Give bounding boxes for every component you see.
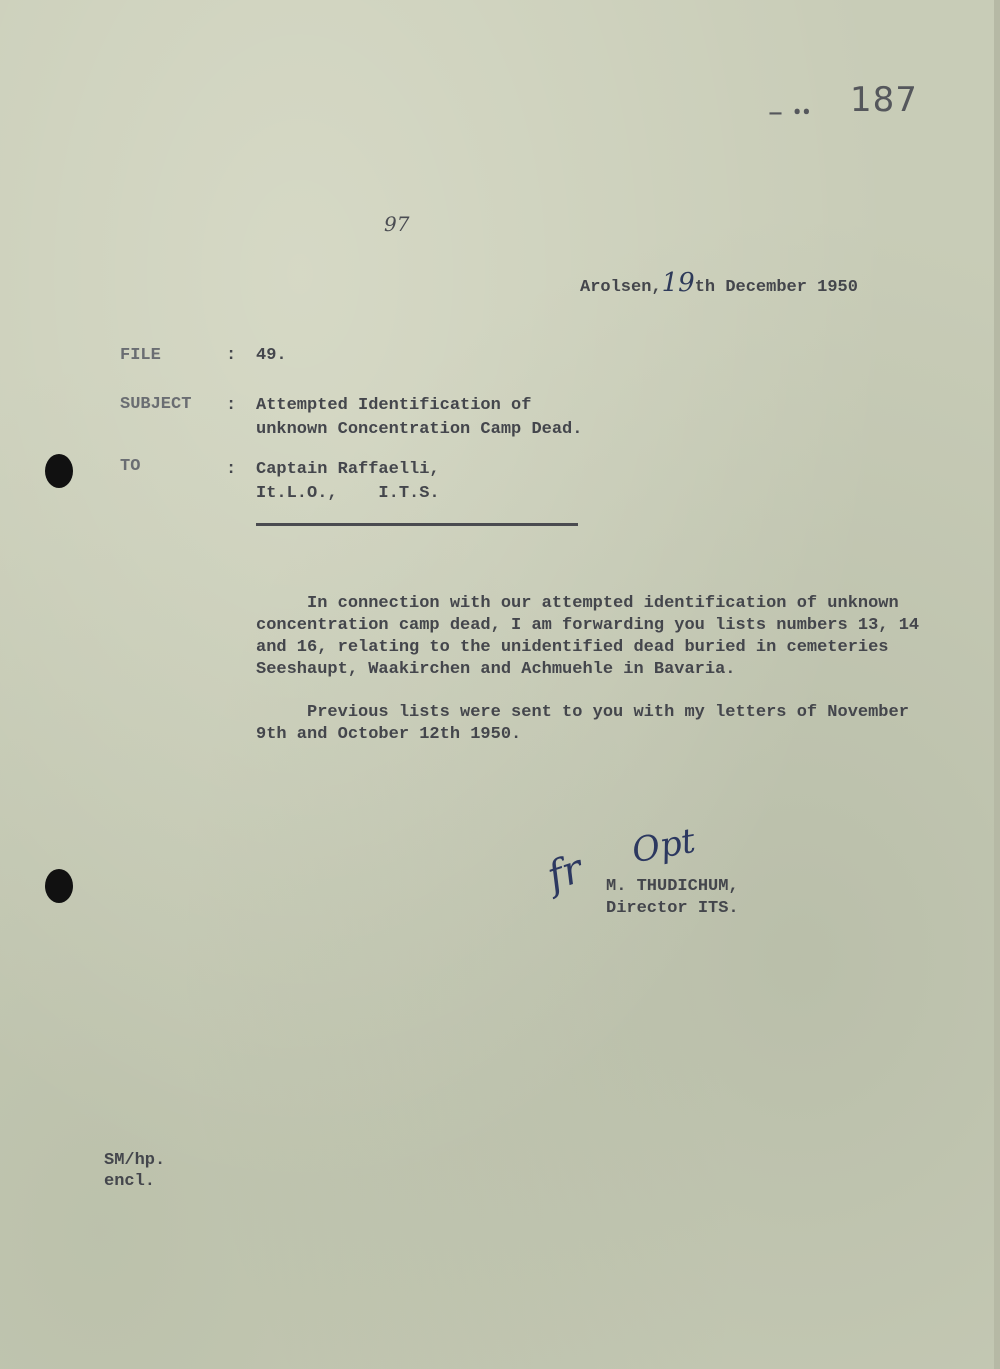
field-label-to: TO bbox=[120, 457, 141, 476]
handwritten-page-number: 97 bbox=[384, 212, 410, 236]
paper-edge bbox=[994, 0, 1000, 1369]
body-paragraph2-line2: 9th and October 12th 1950. bbox=[256, 725, 522, 744]
field-separator-to: : bbox=[226, 460, 237, 479]
field-label-file: FILE bbox=[120, 346, 161, 365]
field-label-subject: SUBJECT bbox=[120, 395, 192, 414]
field-value-subject-line2: unknown Concentration Camp Dead. bbox=[256, 420, 583, 439]
stamp-dash: – ꞏꞏ bbox=[768, 95, 812, 130]
body-paragraph1-line4: Seeshaupt, Waakirchen and Achmuehle in Bavaria. bbox=[256, 660, 736, 679]
reference-initials: SM/hp. bbox=[104, 1151, 166, 1170]
dateline-day-handwritten: 19 bbox=[661, 268, 695, 298]
archive-stamp-number: 187 bbox=[850, 80, 918, 120]
dateline bbox=[580, 268, 858, 298]
field-value-file: 49. bbox=[256, 346, 287, 365]
dateline-month-year: th December 1950 bbox=[694, 278, 858, 297]
body-paragraph1-line3: and 16, relating to the unidentified dead buried in cemeteries bbox=[256, 638, 889, 657]
field-value-to-line2: It.L.O., I.T.S. bbox=[256, 484, 440, 503]
handwritten-initials: Opt bbox=[629, 820, 699, 872]
handwritten-per: fr bbox=[541, 845, 589, 901]
signatory-title: Director ITS. bbox=[606, 899, 739, 918]
field-value-to-line1: Captain Raffaelli, bbox=[256, 460, 440, 479]
punch-hole-top bbox=[45, 454, 73, 488]
field-separator-subject: : bbox=[226, 396, 237, 415]
dateline-place: Arolsen, bbox=[580, 278, 662, 297]
body-paragraph1-line2: concentration camp dead, I am forwarding you lists numbers 13, 14 bbox=[256, 616, 920, 635]
body-paragraph2-line1: Previous lists were sent to you with my letters of November bbox=[256, 703, 909, 722]
field-separator-file: : bbox=[226, 346, 237, 365]
header-divider-rule bbox=[256, 523, 578, 526]
body-paragraph1-line1: In connection with our attempted identification of unknown bbox=[256, 594, 899, 613]
signatory-name: M. THUDICHUM, bbox=[606, 877, 739, 896]
punch-hole-bottom bbox=[45, 869, 73, 903]
field-value-subject-line1: Attempted Identification of bbox=[256, 396, 532, 415]
enclosure-note: encl. bbox=[104, 1172, 156, 1191]
